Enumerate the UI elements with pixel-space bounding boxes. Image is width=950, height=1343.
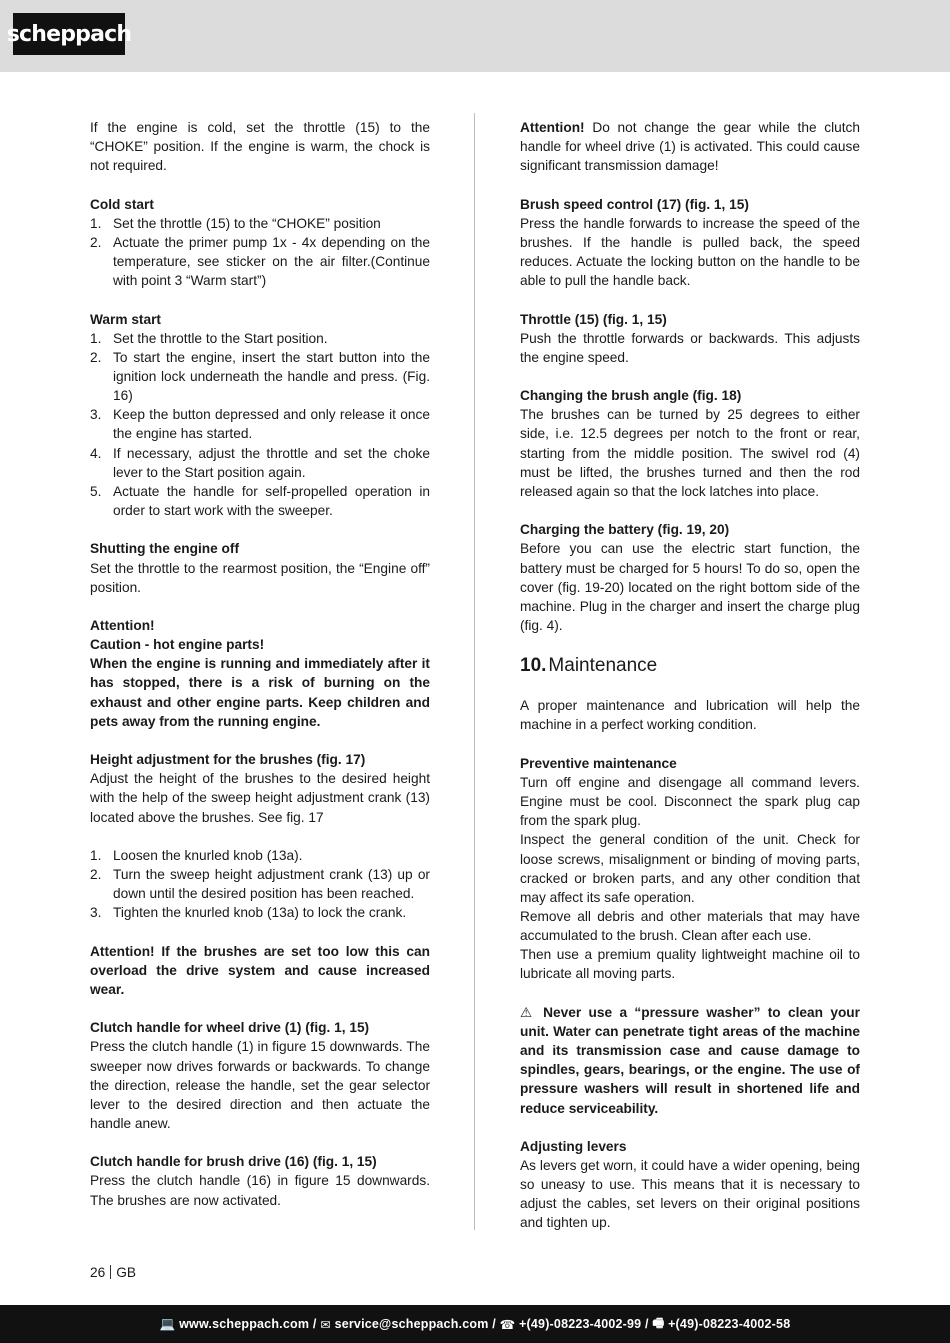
- throttle-section: [520, 310, 860, 367]
- cold-start-section: [90, 195, 430, 291]
- clutch-brush-text: Press the clutch handle (16) in figure 15 downwards. The brushes are now activated.: [90, 1173, 430, 1208]
- brush-speed-section: [520, 195, 860, 291]
- brush-speed-text: Press the handle forwards to increase the speed of the brushes. If the handle is pulled back, the speed reduces. Actuate the locking button on the handle to be able to pull the handle back.: [520, 215, 860, 289]
- attention-label: Attention!: [90, 618, 155, 633]
- brush-angle-text: The brushes can be turned by 25 degrees to either side, i.e. 12.5 degrees per notch to the front or rear, starting from the middle position. The swivel rod (4) must be lifted, the brushes turned and then the rod released again so that the lock latches into place.: [520, 407, 860, 499]
- preventive-maintenance-section: [520, 754, 860, 984]
- caution-label: Caution - hot engine parts!: [90, 637, 265, 653]
- list-item: 3. Keep the button depressed and only release it once the engine has started.: [90, 407, 430, 442]
- list-item: 2. To start the engine, insert the start button into the ignition lock underneath the handle and press. (Fig. 16): [90, 349, 430, 404]
- list-item: 2. Actuate the primer pump 1x - 4x depending on the temperature, see sticker on the air filter.(Continue with point 3 “Warm start”): [90, 234, 430, 289]
- height-adjustment-text: Adjust the height of the brushes to the desired height with the help of the sweep height adjustment crank (13) located above the brushes. See fig. 17: [90, 771, 430, 825]
- charging-heading: Charging the battery (fig. 19, 20): [520, 522, 730, 538]
- list-item: 3. Tighten the knurled knob (13a) to lock the crank.: [90, 905, 407, 921]
- preventive-line: Remove all debris and other materials that may have accumulated to the brush. Clean after each use.: [520, 909, 860, 944]
- clutch-brush-heading: Clutch handle for brush drive (16) (fig. 1, 15): [90, 1154, 377, 1170]
- column-divider: [474, 113, 475, 1230]
- preventive-line: Turn off engine and disengage all command levers. Engine must be cool. Disconnect the spark plug cap from the spark plug.: [520, 774, 860, 829]
- left-column: [90, 118, 430, 1229]
- clutch-wheel-section: [90, 1018, 430, 1133]
- preventive-line: Inspect the general condition of the unit. Check for loose screws, misalignment or binding of moving parts, cracked or broken parts, and any other condition that may affect its safe operation.: [520, 832, 860, 905]
- warning-triangle-icon: ⚠: [520, 1004, 536, 1020]
- scheppach-logo: scheppach: [13, 13, 125, 55]
- warm-start-heading: Warm start: [90, 311, 161, 327]
- engine-cold-intro: If the engine is cold, set the throttle (15) to the “CHOKE” position. If the engine is warm, the chock is not required.: [90, 120, 430, 174]
- clutch-wheel-text: Press the clutch handle (1) in figure 15 downwards. The sweeper now drives forwards or backwards. To change the direction, release the handle, set the gear selector lever to the desired direction and then actuate the handle anew.: [90, 1039, 430, 1131]
- shutting-off-heading: Shutting the engine off: [90, 541, 240, 557]
- separator: /: [641, 1317, 653, 1331]
- cold-start-heading: Cold start: [90, 196, 154, 212]
- height-adjustment-steps: [90, 846, 430, 923]
- height-adjustment-heading: Height adjustment for the brushes (fig. 17): [90, 752, 366, 768]
- separator: /: [488, 1317, 500, 1331]
- fax-number: +(49)-08223-4002-58: [668, 1317, 791, 1331]
- height-adjustment-section: [90, 750, 430, 827]
- phone-icon: ☎: [499, 1317, 516, 1332]
- list-item: 1. Set the throttle to the Start position.: [90, 330, 328, 346]
- computer-icon: 💻: [159, 1316, 176, 1331]
- preventive-line: Then use a premium quality lightweight machine oil to lubricate all moving parts.: [520, 947, 860, 982]
- hot-parts-warning: [90, 616, 430, 731]
- brush-angle-section: [520, 386, 860, 501]
- email-link[interactable]: service@scheppach.com: [334, 1317, 489, 1331]
- clutch-brush-section: [90, 1152, 430, 1209]
- brushes-low-warning: Attention! If the brushes are set too low this can overload the drive system and cause increased wear.: [90, 943, 430, 997]
- header-band: [0, 0, 950, 72]
- page-number: 26 GB: [90, 1265, 137, 1280]
- brush-speed-heading: Brush speed control (17) (fig. 1, 15): [520, 196, 749, 212]
- email-icon: ✉: [320, 1317, 331, 1332]
- preventive-heading: Preventive maintenance: [520, 755, 677, 771]
- list-item: 2. Turn the sweep height adjustment crank (13) up or down until the desired position has been reached.: [90, 867, 430, 902]
- warm-start-section: [90, 310, 430, 521]
- levers-heading: Adjusting levers: [520, 1138, 627, 1154]
- right-column: [520, 118, 860, 1252]
- maintenance-intro: A proper maintenance and lubrication will help the machine in a perfect working condition.: [520, 698, 860, 733]
- list-item: 1. Loosen the knurled knob (13a).: [90, 847, 303, 863]
- charging-text: Before you can use the electric start function, the battery must be charged for 5 hours! To do so, open the cover (fig. 19-20) located on the right bottom side of the machine. Plug in the charger and insert the charge plug (fig. 4).: [520, 541, 860, 633]
- adjusting-levers-section: [520, 1137, 860, 1233]
- list-item: 5. Actuate the handle for self-propelled operation in order to start work with the sweeper.: [90, 483, 430, 519]
- throttle-heading: Throttle (15) (fig. 1, 15): [520, 311, 667, 327]
- clutch-wheel-heading: Clutch handle for wheel drive (1) (fig. 1, 15): [90, 1020, 370, 1036]
- pressure-washer-warning: ⚠ Never use a “pressure washer” to clean your unit. Water can penetrate tight areas of the machine and its transmission case and cause damage to spindles, gears, bearings, or the engine. The use of pressure washers will result in shortened life and reduce serviceability.: [520, 1004, 860, 1116]
- list-item: 4. If necessary, adjust the throttle and set the choke lever to the Start position again.: [90, 445, 430, 480]
- contact-bar: [0, 1305, 950, 1343]
- gear-attention-text: Attention! Do not change the gear while the clutch handle for wheel drive (1) is activated. This could cause significant transmission damage!: [520, 120, 860, 174]
- shutting-off-section: [90, 539, 430, 596]
- hot-parts-text: When the engine is running and immediately after it has stopped, there is a risk of burning on the exhaust and other engine parts. Keep children and pets away from the running engine.: [90, 656, 430, 729]
- phone-number[interactable]: +(49)-08223-4002-99: [519, 1317, 642, 1331]
- brush-angle-heading: Changing the brush angle (fig. 18): [520, 388, 742, 404]
- maintenance-heading: 10. Maintenance: [520, 655, 658, 677]
- charging-section: [520, 520, 860, 635]
- list-item: 1. Set the throttle (15) to the “CHOKE” position: [90, 215, 381, 231]
- levers-text: As levers get worn, it could have a wider opening, being so uneasy to use. This means that it is necessary to adjust the cables, set levers on their original positions and tighten up.: [520, 1158, 860, 1231]
- shutting-off-text: Set the throttle to the rearmost position, the “Engine off” position.: [90, 560, 430, 595]
- throttle-text: Push the throttle forwards or backwards. This adjusts the engine speed.: [520, 330, 860, 365]
- website-link[interactable]: www.scheppach.com: [179, 1317, 310, 1331]
- fax-icon: 🖷: [652, 1315, 665, 1330]
- separator: /: [309, 1317, 321, 1331]
